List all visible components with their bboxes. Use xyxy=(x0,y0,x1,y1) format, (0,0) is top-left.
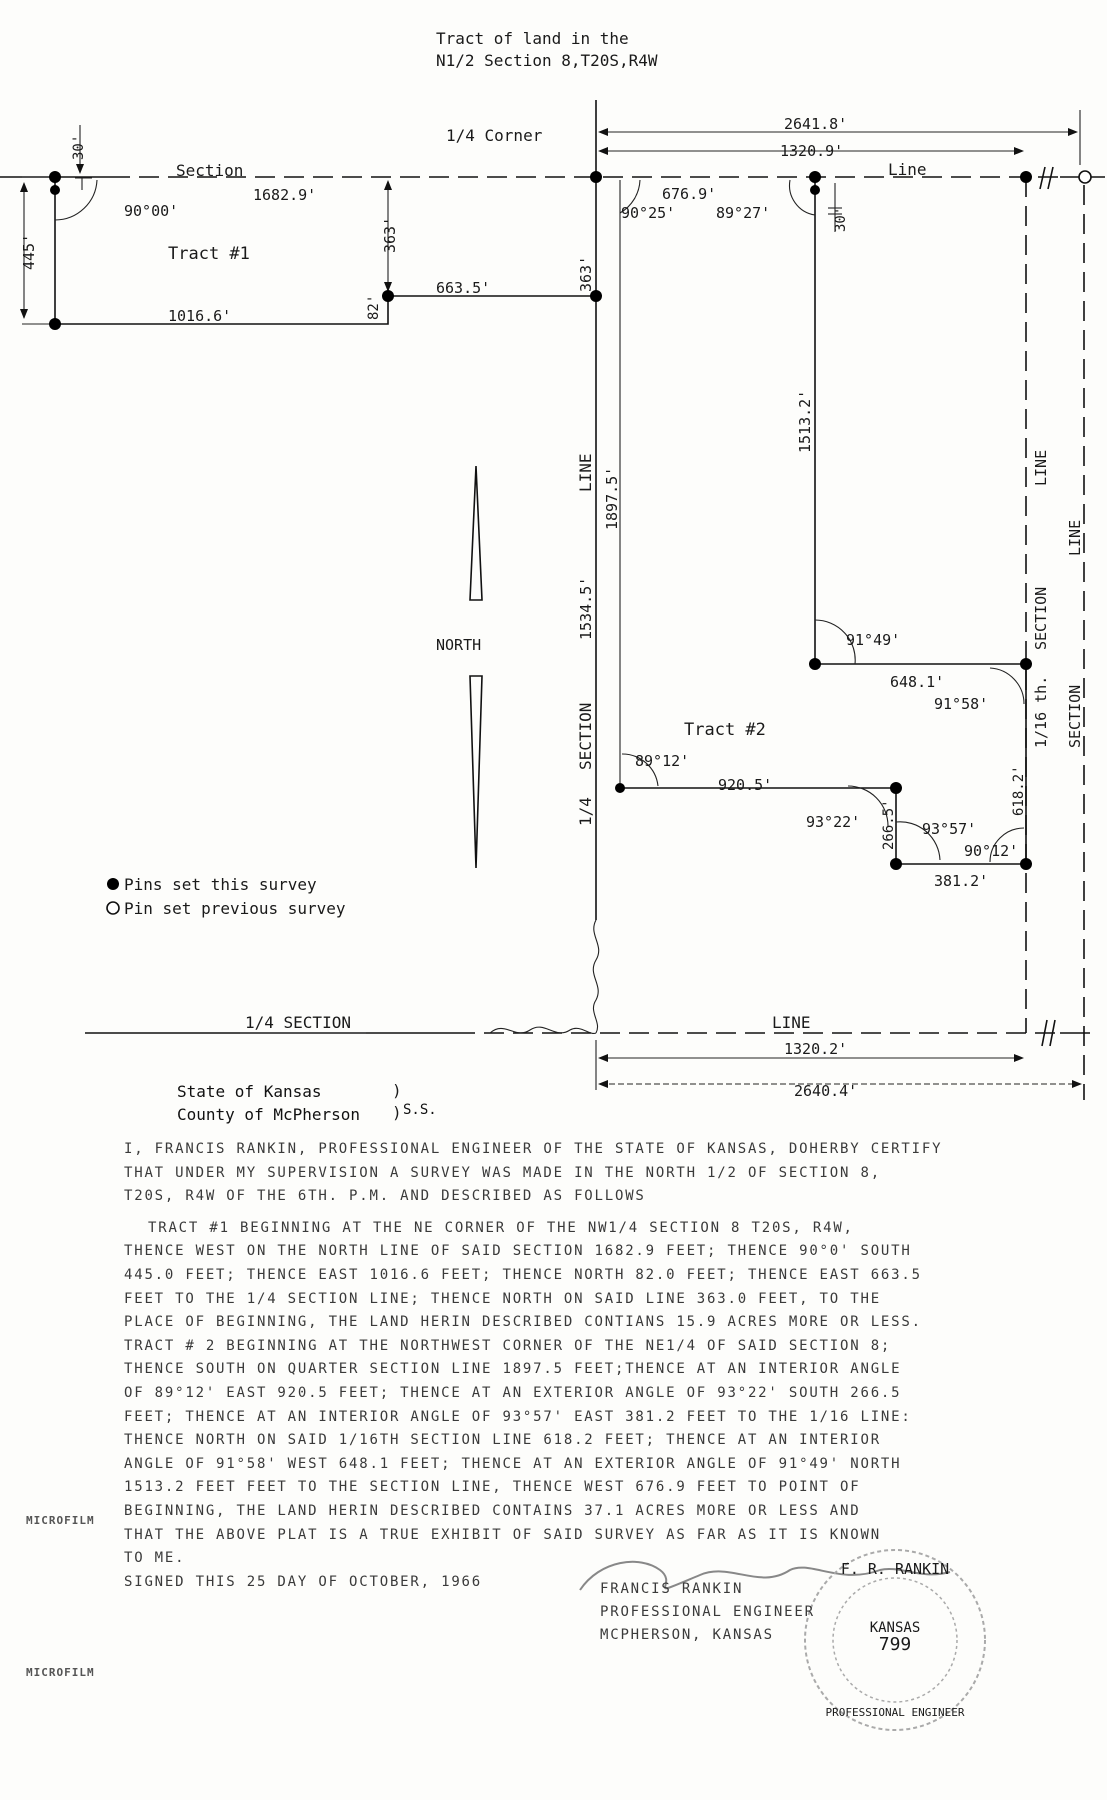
angle-label: 93°57' xyxy=(922,820,977,838)
angle-label: 90°25' xyxy=(621,204,676,222)
tract1-desc-line: THENCE WEST ON THE NORTH LINE OF SAID SECTION 1682.9 FEET; THENCE 90°0' SOUTH xyxy=(124,1243,912,1260)
pin-set-icon xyxy=(382,290,394,302)
seal-top-text: F. R. RANKIN xyxy=(840,1560,950,1578)
pin-set-icon xyxy=(1020,658,1032,670)
dimension-label: 618.2' xyxy=(1011,765,1027,816)
dimension-label: 1320.9' xyxy=(780,142,844,160)
tract2-desc-line: FEET; THENCE AT AN INTERIOR ANGLE OF 93°57' EAST 381.2 FEET TO THE 1/16 LINE: xyxy=(124,1408,912,1425)
angle-arc xyxy=(990,668,1024,704)
seal-state-text: KANSAS xyxy=(869,1620,921,1636)
tract1-boundary xyxy=(55,177,596,324)
pin-set-icon xyxy=(615,783,625,793)
left-vertical-quarter: 1/4 xyxy=(576,797,595,826)
tract1-desc-line: TRACT #1 BEGINNING AT THE NE CORNER OF THE NW1/4 SECTION 8 T20S, R4W, xyxy=(148,1219,854,1236)
pin-previous-icon xyxy=(107,902,119,914)
state-line: State of Kansas xyxy=(177,1082,322,1101)
left-vertical-section: SECTION xyxy=(576,702,595,770)
section-label-top: Section xyxy=(176,161,244,180)
right-vertical-section: SECTION xyxy=(1032,586,1050,650)
pin-set-icon xyxy=(809,658,821,670)
dimension-label: 1016.6' xyxy=(168,307,232,325)
pin-set-icon xyxy=(49,318,61,330)
tract2-desc-line: THAT THE ABOVE PLAT IS A TRUE EXHIBIT OF SAID SURVEY AS FAR AS IT IS KNOWN xyxy=(124,1526,881,1543)
pin-set-icon xyxy=(1020,858,1032,870)
dimension-label: 381.2' xyxy=(934,872,989,890)
cert-line: T20S, R4W OF THE 6TH. P.M. AND DESCRIBED AS FOLLOWS xyxy=(124,1188,646,1205)
tract2-desc-line: THENCE NORTH ON SAID 1/16TH SECTION LINE 618.2 FEET; THENCE AT AN INTERIOR xyxy=(124,1432,881,1449)
angle-label: 93°22' xyxy=(806,813,861,831)
angle-arc xyxy=(55,180,97,220)
ss-mark: S.S. xyxy=(403,1102,437,1118)
signed-line: SIGNED THIS 25 DAY OF OCTOBER, 1966 xyxy=(124,1573,483,1590)
tract2-desc-line: 1513.2 FEET FEET TO THE SECTION LINE, THENCE WEST 676.9 FEET TO POINT OF xyxy=(124,1479,861,1496)
break-wave xyxy=(593,920,598,1033)
certificate-text xyxy=(124,1138,1014,1594)
dimension-label: 2641.8' xyxy=(784,115,848,133)
header-line-2: N1/2 Section 8,T20S,R4W xyxy=(436,51,658,70)
angle-arc xyxy=(790,180,815,215)
dimension-label: 82' xyxy=(366,294,382,320)
bracket: ) xyxy=(392,1103,402,1122)
cert-line: THAT UNDER MY SUPERVISION A SURVEY WAS MADE IN THE NORTH 1/2 OF SECTION 8, xyxy=(124,1164,881,1181)
dimension-label: 1897.5' xyxy=(603,466,621,530)
arrow-icon xyxy=(76,164,84,174)
dimension-label: 920.5' xyxy=(718,776,773,794)
tract2-desc-line: BEGINNING, THE LAND HERIN DESCRIBED CONTAINS 37.1 ACRES MORE OR LESS AND xyxy=(124,1502,861,1519)
far-right-section: SECTION xyxy=(1066,684,1084,748)
bracket: ) xyxy=(392,1081,402,1100)
pin-set-icon xyxy=(49,171,61,183)
dimension-label: 1682.9' xyxy=(253,186,317,204)
tract2-desc-line: ANGLE OF 91°58' WEST 648.1 FEET; THENCE AT AN EXTERIOR ANGLE OF 91°49' NORTH xyxy=(124,1455,902,1472)
state-block xyxy=(177,1080,360,1126)
dimension-label: 1320.2' xyxy=(784,1040,848,1058)
dimension-label: 1534.5' xyxy=(577,576,595,640)
seal-number: 799 xyxy=(878,1634,912,1655)
dimension-label: 676.9' xyxy=(662,185,717,203)
right-vertical-sixteenth: 1/16 th. xyxy=(1032,675,1050,748)
county-line: County of McPherson xyxy=(177,1105,361,1124)
tract2-desc-line: THENCE SOUTH ON QUARTER SECTION LINE 1897.5 FEET;THENCE AT AN INTERIOR ANGLE xyxy=(124,1361,902,1378)
north-arrow-icon xyxy=(470,466,482,600)
tract1-desc-line: PLACE OF BEGINNING, THE LAND HERIN DESCRIBED CONTIANS 15.9 ACRES MORE OR LESS. xyxy=(124,1314,922,1331)
break-mark xyxy=(1040,167,1045,189)
dimension-label: 445' xyxy=(20,233,38,270)
cert-line: I, FRANCIS RANKIN, PROFESSIONAL ENGINEER OF THE STATE OF KANSAS, DOHERBY CERTIFY xyxy=(124,1141,943,1157)
seal-bottom-text: PROFESSIONAL ENGINEER xyxy=(825,1706,965,1719)
pin-set-icon xyxy=(890,858,902,870)
dimension-label: 266.5' xyxy=(881,799,897,850)
legend-set-this: Pins set this survey xyxy=(124,875,317,894)
quarter-corner-label: 1/4 Corner xyxy=(446,126,543,145)
engineer-title: PROFESSIONAL ENGINEER xyxy=(600,1604,815,1620)
north-arrow-tail xyxy=(470,676,482,868)
pin-set-icon xyxy=(107,878,119,890)
left-vertical-line: LINE xyxy=(576,453,595,492)
dimension-label: 1513.2' xyxy=(796,389,814,453)
angle-label: 91°58' xyxy=(934,695,989,713)
tract2-desc-line: TO ME. xyxy=(124,1550,186,1567)
angle-label: 90°12' xyxy=(964,842,1019,860)
tract1-desc-line: 445.0 FEET; THENCE EAST 1016.6 FEET; THENCE NORTH 82.0 FEET; THENCE EAST 663.5 xyxy=(124,1266,922,1283)
engineer-name: FRANCIS RANKIN xyxy=(600,1581,744,1597)
tract1-desc-line: FEET TO THE 1/4 SECTION LINE; THENCE NORTH ON SAID LINE 363.0 FEET, TO THE xyxy=(124,1290,881,1307)
tract2-desc-line: TRACT # 2 BEGINNING AT THE NORTHWEST CORNER OF THE NE1/4 OF SAID SECTION 8; xyxy=(124,1337,892,1354)
header-line-1: Tract of land in the xyxy=(436,29,629,48)
pin-set-icon xyxy=(809,171,821,183)
quarter-section-label-bottom: 1/4 SECTION xyxy=(245,1013,351,1032)
pin-set-icon xyxy=(810,185,820,195)
right-vertical-line: LINE xyxy=(1032,449,1050,486)
dimension-label: 363' xyxy=(381,216,399,253)
line-label-bottom: LINE xyxy=(772,1013,811,1032)
pins-set-this-survey xyxy=(49,171,1032,870)
pin-previous-survey-icon xyxy=(1079,171,1091,183)
tract1-label: Tract #1 xyxy=(168,244,250,264)
line-label-top: Line xyxy=(888,160,927,179)
dimension-label: 363' xyxy=(577,255,595,292)
pin-set-icon xyxy=(1020,171,1032,183)
far-right-line: LINE xyxy=(1066,519,1084,556)
legend-set-previous: Pin set previous survey xyxy=(124,899,346,918)
angle-label: 89°12' xyxy=(635,752,690,770)
break-mark xyxy=(1048,167,1053,189)
dimension-label: 663.5' xyxy=(436,279,491,297)
angle-label: 89°27' xyxy=(716,204,771,222)
angle-label: 91°49' xyxy=(846,631,901,649)
pin-set-icon xyxy=(590,171,602,183)
dimension-label: 2640.4' xyxy=(794,1082,858,1100)
tract2-label: Tract #2 xyxy=(684,720,766,740)
engineer-place: MCPHERSON, KANSAS xyxy=(600,1627,774,1643)
tract2-desc-line: OF 89°12' EAST 920.5 FEET; THENCE AT AN EXTERIOR ANGLE OF 93°22' SOUTH 266.5 xyxy=(124,1384,902,1401)
dimension-label: 30' xyxy=(71,134,87,160)
north-label: NORTH xyxy=(436,636,482,654)
dimension-label: 648.1' xyxy=(890,673,945,691)
signature-block xyxy=(600,1578,815,1647)
angle-label: 90°00' xyxy=(124,202,179,220)
microfilm-mark: MICROFILM xyxy=(26,1514,95,1527)
microfilm-mark: MICROFILM xyxy=(26,1666,95,1679)
pin-set-icon xyxy=(50,185,60,195)
pin-set-icon xyxy=(890,782,902,794)
dimension-label: 30' xyxy=(833,206,849,232)
